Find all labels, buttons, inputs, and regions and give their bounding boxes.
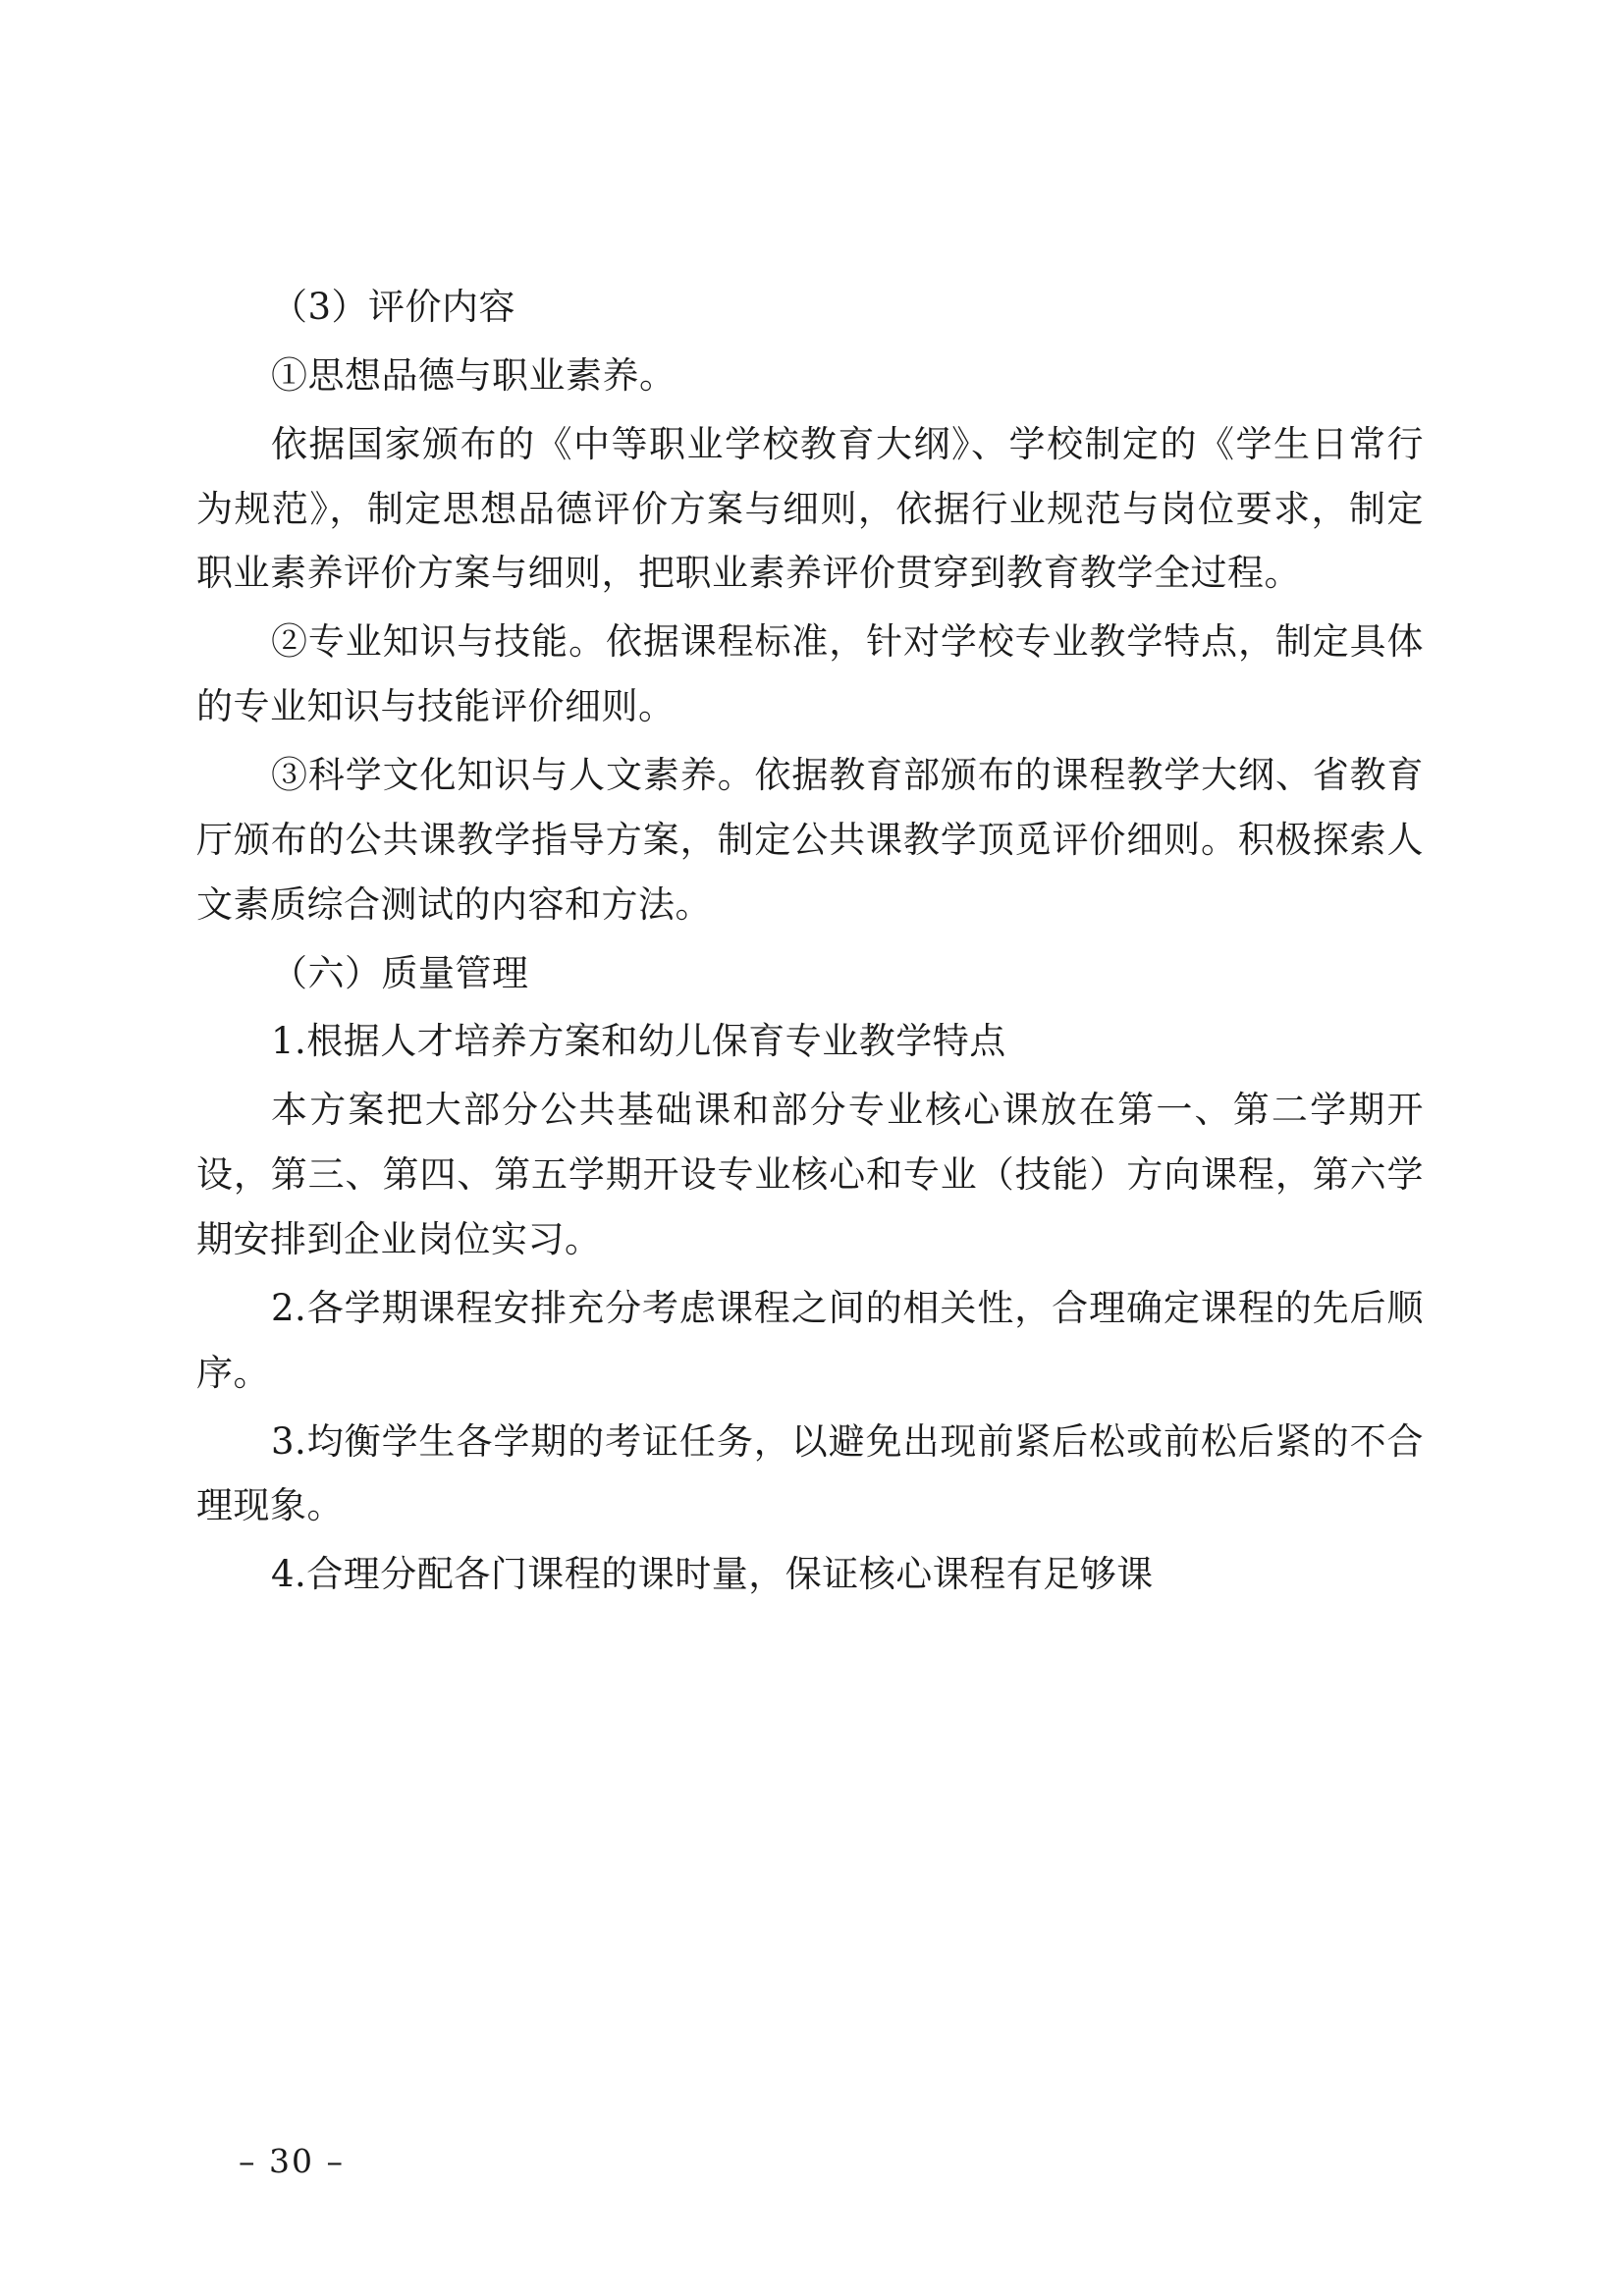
paragraph: ③科学文化知识与人文素养。依据教育部颁布的课程教学大纲、省教育厅颁布的公共课教学指导方案，制定公共课教学顶觅评价细则。积极探索人文素质综合测试的内容和方法。 xyxy=(196,754,1424,926)
paragraph: 3.均衡学生各学期的考证任务，以避免出现前紧后松或前松后紧的不合理现象。 xyxy=(196,1419,1424,1527)
paragraph: 依据国家颁布的《中等职业学校教育大纲》、学校制定的《学生日常行为规范》，制定思想品德评价方案与细则，依据行业规范与岗位要求，制定职业素养评价方案与细则，把职业素养评价贯穿到教育教学全过程。 xyxy=(196,422,1424,595)
paragraph: 本方案把大部分公共基础课和部分专业核心课放在第一、第二学期开设，第三、第四、第五学期开设专业核心和专业（技能）方向课程，第六学期安排到企业岗位实习。 xyxy=(196,1089,1424,1261)
paragraph: 1.根据人才培养方案和幼儿保育专业教学特点 xyxy=(271,1020,1006,1063)
paragraph: 2.各学期课程安排充分考虑课程之间的相关性，合理确定课程的先后顺序。 xyxy=(196,1286,1424,1394)
paragraph: ①思想品德与职业素养。 xyxy=(271,353,677,397)
page-footer xyxy=(0,2142,1624,2180)
page-body xyxy=(196,275,1424,1611)
paragraph: ②专业知识与技能。依据课程标准，针对学校专业教学特点，制定具体的专业知识与技能评价细则。 xyxy=(196,620,1424,728)
paragraph: （3）评价内容 xyxy=(271,286,516,328)
paragraph: 4.合理分配各门课程的课时量，保证核心课程有足够课 xyxy=(271,1553,1154,1596)
page-number: – 30 – xyxy=(239,2142,345,2180)
paragraph: （六）质量管理 xyxy=(271,951,529,994)
